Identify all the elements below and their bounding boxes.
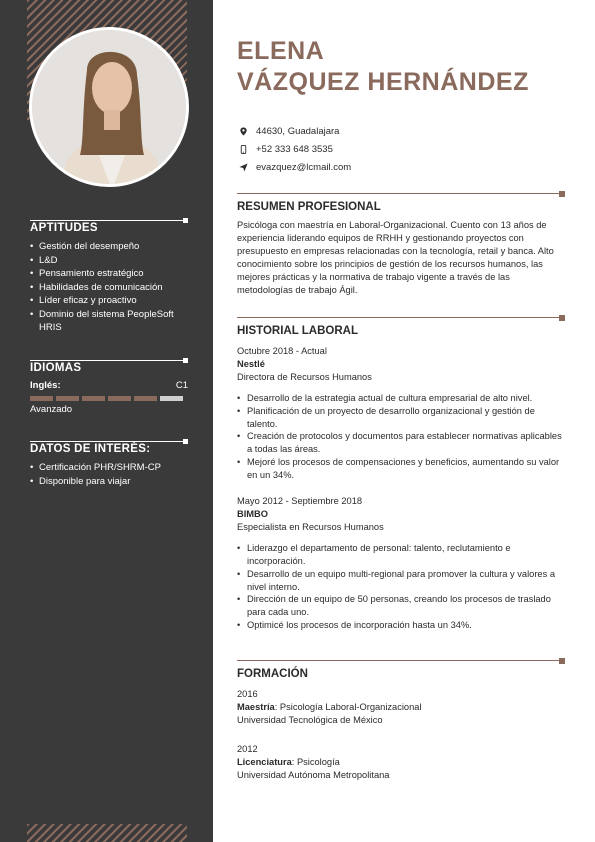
degree-label: Maestría: [237, 701, 275, 712]
phone-icon: [239, 145, 248, 154]
list-item: • Liderazgo el departamento de personal: talento, reclutamiento e incorporación.: [237, 542, 565, 568]
education-year: 2012: [237, 743, 258, 754]
decorative-stripe-bottom: [27, 824, 187, 842]
level-segment: [160, 396, 183, 401]
language-row: [30, 380, 188, 391]
summary-text: Psicóloga con maestría en Laboral-Organizacional. Cuento con 13 años de experiencia liderando equipos de RRHH y gestionando proyectos con presupuesto en empresas relacionadas con la tecnología, retail y banca. Alto conocimiento sobre los principios de gestión de los recursos humanos, las mejores prácticas y la normativa de trabajo vigente a través de las metodologías de trabajo Ágil.: [237, 220, 554, 295]
email-link[interactable]: evazquez@lcmail.com: [256, 162, 352, 173]
languages-title: IDIOMAS: [30, 362, 82, 374]
send-icon: [239, 163, 248, 172]
list-item: • Planificación de un proyecto de desarrollo organizacional y gestión de talento.: [237, 405, 565, 431]
skills-title: APTITUDES: [30, 222, 98, 234]
summary-divider: [237, 193, 559, 194]
interests-title: DATOS DE INTERÉS:: [30, 443, 151, 455]
job-entry: [237, 345, 565, 482]
education-section: [237, 663, 565, 781]
languages-section: [30, 362, 188, 415]
degree-name: : Psicología: [291, 756, 340, 767]
contact-email[interactable]: [239, 162, 351, 173]
education-degree: [237, 701, 565, 714]
interests-section: [30, 443, 188, 488]
list-item: • Mejoré los procesos de compensaciones y beneficios, aumentando su valor en un 34%.: [237, 456, 565, 482]
level-segment: [30, 396, 53, 401]
location-text: 44630, Guadalajara: [256, 126, 340, 137]
job-bullets: [237, 392, 565, 482]
job-company: Nestlé: [237, 358, 265, 369]
education-degree: [237, 756, 565, 769]
list-item: • Dominio del sistema PeopleSoft HRIS: [30, 308, 188, 335]
level-segment: [82, 396, 105, 401]
summary-section: [237, 196, 565, 296]
full-name: [237, 36, 529, 98]
list-item: • L&D: [30, 254, 188, 268]
work-history-title: HISTORIAL LABORAL: [237, 325, 358, 337]
education-year: 2016: [237, 689, 258, 699]
list-item: • Optimicé los procesos de incorporación hasta un 34%.: [237, 619, 565, 632]
skills-list: [30, 240, 188, 335]
interests-divider: [30, 441, 188, 442]
last-name: VÁZQUEZ HERNÁNDEZ: [237, 68, 529, 96]
language-name: Inglés:: [30, 380, 61, 391]
education-school: Universidad Tecnológica de México: [237, 714, 383, 725]
first-name: ELENA: [237, 37, 325, 65]
list-item: • Gestión del desempeño: [30, 240, 188, 254]
job-role: Especialista en Recursos Humanos: [237, 521, 384, 532]
degree-name: : Psicología Laboral-Organizacional: [274, 701, 422, 712]
education-entry: [237, 743, 565, 782]
list-item: • Pensamiento estratégico: [30, 267, 188, 281]
contact-phone: [239, 144, 333, 155]
language-level-bar: [30, 396, 188, 401]
language-level-code: C1: [175, 380, 188, 391]
contact-location: [239, 126, 339, 137]
interests-list: [30, 461, 188, 488]
list-item: • Desarrollo de un equipo multi-regional para promover la cultura y valores a nivel interno.: [237, 568, 565, 594]
level-segment: [108, 396, 131, 401]
job-dates: Mayo 2012 - Septiembre 2018: [237, 496, 363, 507]
degree-label: Licenciatura: [237, 756, 292, 767]
list-item: • Disponible para viajar: [30, 475, 188, 489]
list-item: • Desarrollo de la estrategia actual de cultura empresarial de alto nivel.: [237, 392, 565, 405]
skills-divider: [30, 220, 188, 221]
language-level-text: Avanzado: [30, 404, 73, 415]
list-item: • Creación de protocolos y documentos para establecer normativas aplicables a todas las áreas.: [237, 430, 565, 456]
education-divider: [237, 660, 559, 661]
profile-photo: [29, 27, 189, 187]
sidebar: [0, 0, 213, 842]
languages-divider: [30, 360, 188, 361]
skills-section: [30, 222, 188, 335]
education-school: Universidad Autónoma Metropolitana: [237, 769, 390, 780]
job-role: Directora de Recursos Humanos: [237, 371, 372, 382]
education-entry: [237, 688, 565, 727]
work-history-section: [237, 320, 565, 632]
list-item: • Certificación PHR/SHRM-CP: [30, 461, 188, 475]
list-item: • Líder eficaz y proactivo: [30, 294, 188, 308]
job-dates: Octubre 2018 - Actual: [237, 346, 327, 356]
list-item: • Habilidades de comunicación: [30, 281, 188, 295]
job-entry: [237, 495, 565, 632]
job-company: BIMBO: [237, 508, 268, 519]
education-title: FORMACIÓN: [237, 668, 308, 680]
summary-title: RESUMEN PROFESIONAL: [237, 201, 381, 213]
location-pin-icon: [239, 127, 248, 136]
work-history-divider: [237, 317, 559, 318]
list-item: • Dirección de un equipo de 50 personas, creando los procesos de traslado para cada uno.: [237, 593, 565, 619]
level-segment: [56, 396, 79, 401]
phone-text: +52 333 648 3535: [256, 144, 333, 155]
level-segment: [134, 396, 157, 401]
job-bullets: [237, 542, 565, 632]
